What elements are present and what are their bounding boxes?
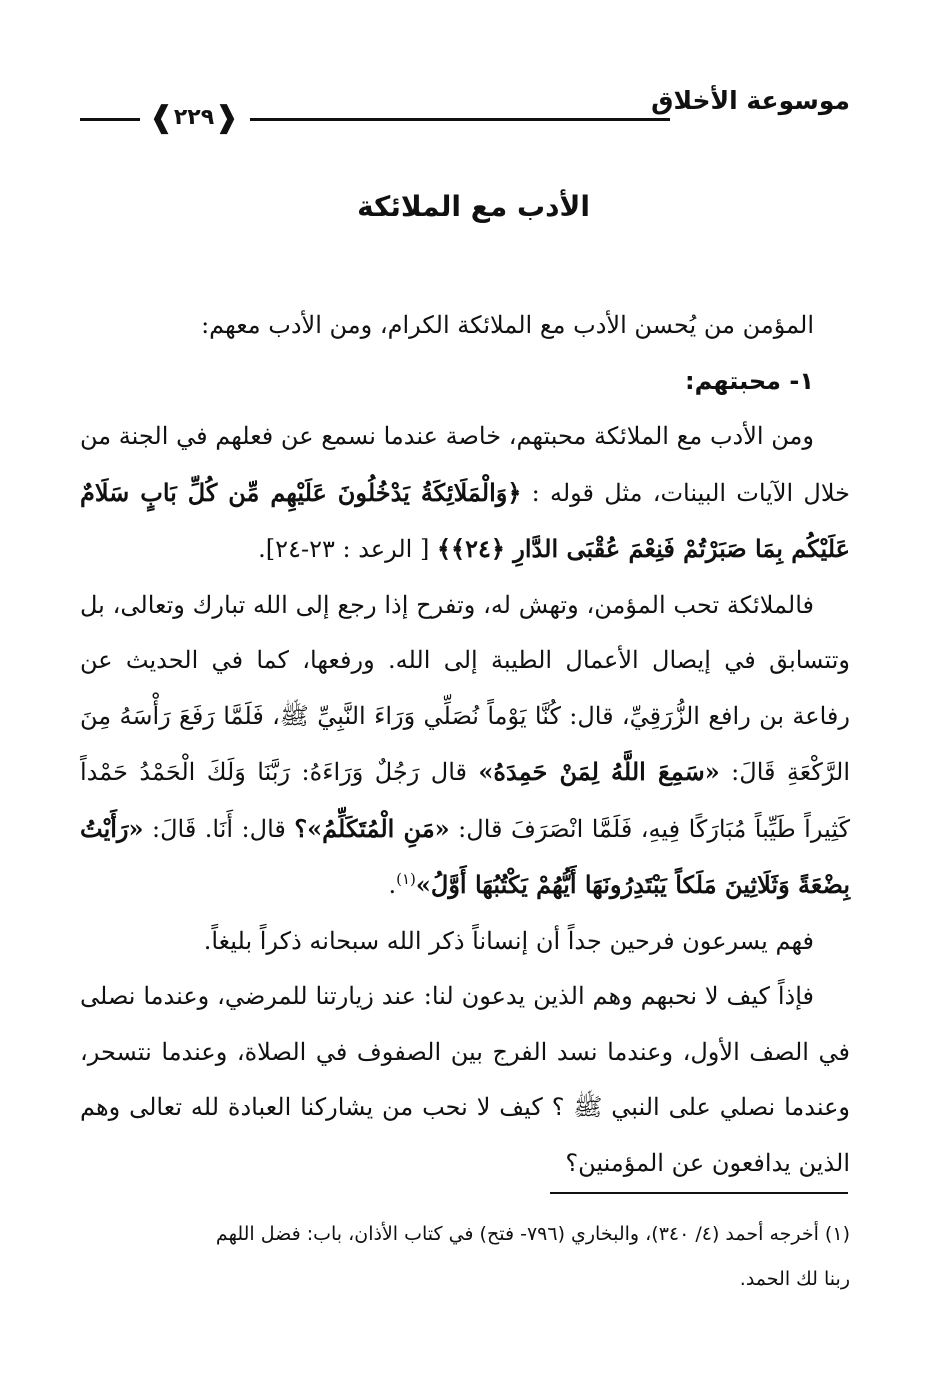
hadith-text-a: فالملائكة تحب المؤمن، وتهش له، وتفرح إذا رجع إلى الله تبارك وتعالى، بل وتتسابق في إيصال الأعمال الطيبة إلى الله. ورفعها، كما في الحديث عن رفاعة بن رافع الزُّرَقِيِّ، قال: كُنَّا يَوْماً نُصَلِّي وَرَاءَ النَّبِيِّ ﷺ، فَلَمَّا رَفَعَ رَأْسَهُ مِنَ الرَّكْعَةِ قَالَ: [80, 590, 850, 786]
quran-reference: [ الرعد : ٢٣-٢٤]. [258, 535, 430, 563]
hadith-end: . [388, 871, 397, 899]
footnote [80, 1212, 850, 1302]
brace-left-icon: ❰ [148, 99, 174, 135]
intro-paragraph: المؤمن من يُحسن الأدب مع الملائكة الكرام، ومن الأدب معهم: [201, 311, 814, 339]
footnote-line-2: ربنا لك الحمد. [739, 1268, 850, 1290]
page-number: ٢٢٩ [173, 104, 215, 130]
footnote-line-1: (١) أخرجه أحمد (٤/ ٣٤٠)، والبخاري (٧٩٦- فتح) في كتاب الأذان، باب: فضل اللهم [215, 1223, 850, 1245]
paragraph-love-text: ومن الأدب مع الملائكة محبتهم، خاصة عندما نسمع عن فعلهم في الجنة من خلال الآيات البينات، مثل قوله : [80, 422, 850, 507]
brace-right-icon: ❱ [214, 99, 240, 135]
chapter-title: الأدب مع الملائكة [357, 190, 590, 223]
paragraph-rejoice: فهم يسرعون فرحين جداً أن إنساناً ذكر الله سبحانه ذكراً بليغاً. [203, 926, 814, 955]
paragraph-hadith [80, 578, 850, 914]
paragraph-love [80, 409, 850, 578]
body-text [80, 298, 850, 1191]
hadith-text-b: قال رَجُلٌ وَرَاءَهُ: رَبَّنَا وَلَكَ الْحَمْدُ حَمْداً كَثِيراً طَيِّباً مُبَارَكًا فِيهِ، فَلَمَّا انْصَرَفَ قال: [80, 758, 850, 843]
footnote-separator [550, 1192, 848, 1194]
hadith-quote-3: «رَأَيْتُ بِضْعَةً وَثَلَاثِينَ مَلَكاً يَبْتَدِرُونَهَا أَيُّهُمْ يَكْتُبُهَا أَوَّلُ» [80, 813, 850, 899]
header-rule-left [80, 118, 140, 121]
header-rule-right [250, 118, 670, 121]
section-heading-love: ١- محبتهم: [685, 366, 814, 395]
paragraph-question: فإذاً كيف لا نحبهم وهم الذين يدعون لنا: عند زيارتنا للمرضي، وعندما نصلى في الصف الأول، وعندما نسد الفرج بين الصفوف في الصلاة، وعندما نتسحر، وعندما نصلي على النبي ﷺ ؟ كيف لا نحب من يشاركنا العبادة لله تعالى وهم الذين يدافعون عن المؤمنين؟ [80, 982, 850, 1177]
hadith-quote-1: «سَمِعَ اللَّهُ لِمَنْ حَمِدَهُ» [478, 757, 720, 786]
quran-verse: ﴿وَالْمَلَائِكَةُ يَدْخُلُونَ عَلَيْهِم مِّن كُلِّ بَابٍ سَلَامٌ عَلَيْكُم بِمَا صَبَرْتُمْ فَنِعْمَ عُقْبَى الدَّارِ ﴿٢٤﴾﴾ [80, 477, 850, 563]
page-number-badge [142, 98, 246, 136]
page-header [80, 78, 850, 138]
hadith-quote-2: «مَنِ الْمُتَكَلِّمُ»؟ [294, 813, 450, 843]
footnote-marker: (١) [396, 870, 416, 888]
hadith-text-c: قال: أَنَا. قَالَ: [152, 814, 286, 843]
book-title: موسوعة الأخلاق [651, 86, 850, 115]
